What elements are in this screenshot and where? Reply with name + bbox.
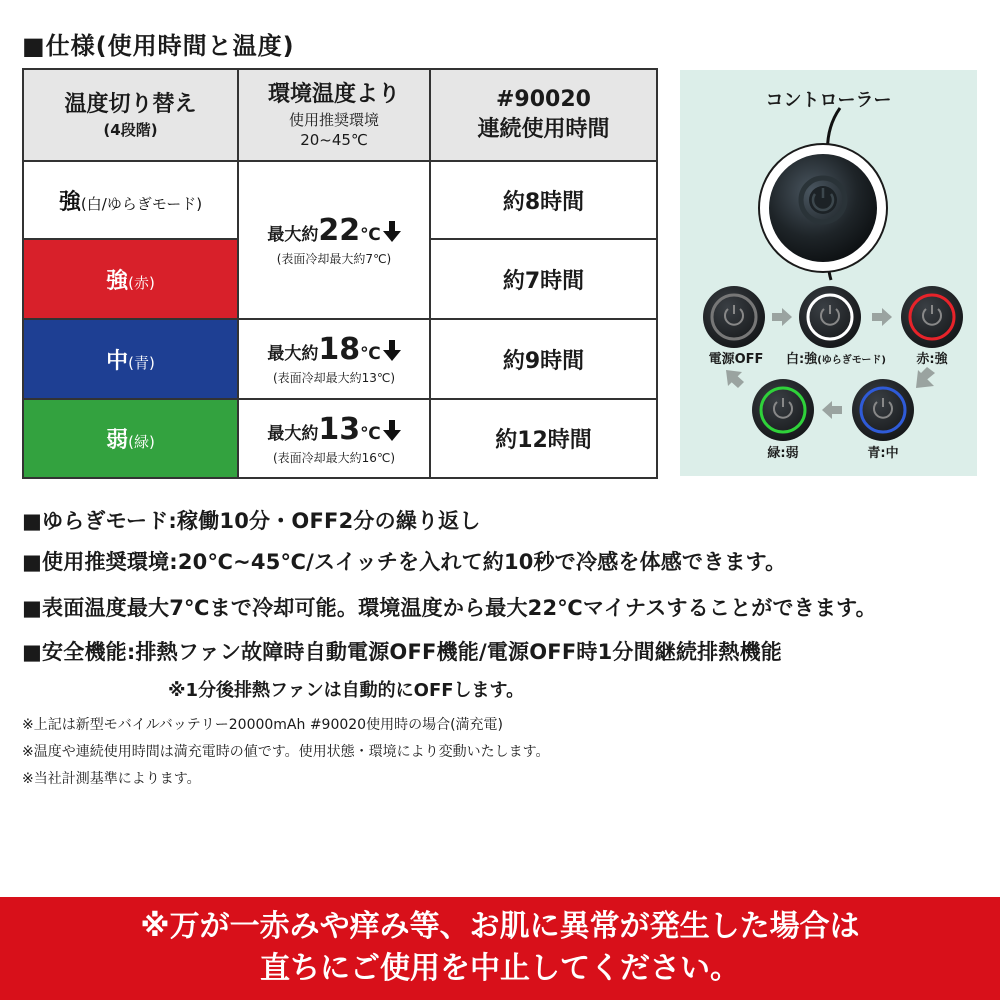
temp-note: (表面冷却最大約16℃) bbox=[272, 450, 396, 465]
label-white-mode bbox=[786, 348, 886, 367]
header-col3-main: #90020 bbox=[496, 87, 591, 112]
flow-arrow-icon bbox=[772, 308, 792, 326]
mode-cell-red bbox=[23, 239, 238, 319]
mode-sub-label: (白/ゆらぎモード) bbox=[80, 194, 203, 213]
header-col2-sub1: 使用推奨環境 bbox=[288, 111, 379, 129]
temp-cell-medium bbox=[238, 319, 430, 399]
temp-cell-strong bbox=[238, 161, 430, 319]
red-mode-button-icon bbox=[901, 286, 963, 348]
blue-mode-button-icon bbox=[852, 379, 914, 441]
label-blue-mode: 青:中 bbox=[867, 446, 899, 461]
temp-unit: ℃ bbox=[360, 344, 381, 364]
label-green-mode: 緑:弱 bbox=[767, 446, 799, 461]
mode-cell-blue bbox=[23, 319, 238, 399]
controller-diagram bbox=[680, 70, 977, 476]
warning-banner bbox=[0, 897, 1000, 1000]
label-white-main: 白:強 bbox=[786, 352, 818, 367]
controller-device-icon bbox=[759, 144, 887, 272]
white-mode-button-icon bbox=[799, 286, 861, 348]
mode-label: 中 bbox=[106, 348, 129, 374]
hours-cell: 約8時間 bbox=[430, 161, 657, 239]
label-red-mode: 赤:強 bbox=[916, 352, 948, 367]
header-continuous-time bbox=[430, 69, 657, 161]
temp-value: 13 bbox=[318, 411, 361, 447]
warning-line-2: 直ちにご使用を中止してください。 bbox=[260, 951, 740, 986]
controller-panel bbox=[680, 70, 977, 476]
fine-print-values: ※温度や連続使用時間は満充電時の値です。使用状態・環境により変動いたします。 bbox=[22, 744, 550, 760]
hours-cell: 約12時間 bbox=[430, 399, 657, 478]
mode-cell-white bbox=[23, 161, 238, 239]
table-row bbox=[23, 161, 657, 239]
header-temperature-switch bbox=[23, 69, 238, 161]
hours-cell: 約7時間 bbox=[430, 239, 657, 319]
fine-print-battery: ※上記は新型モバイルバッテリー20000mAh #90020使用時の場合(満充電) bbox=[22, 717, 504, 733]
fine-print-measurement: ※当社計測基準によります。 bbox=[22, 771, 201, 787]
mode-sub-label: (青) bbox=[128, 353, 155, 372]
power-off-button-icon bbox=[703, 286, 765, 348]
controller-title: コントローラー bbox=[765, 90, 892, 111]
temp-prefix: 最大約 bbox=[267, 423, 319, 444]
note-fan-auto-off: ※1分後排熱ファンは自動的にOFFします。 bbox=[168, 680, 525, 701]
flow-arrow-icon bbox=[916, 367, 935, 388]
mode-cell-green bbox=[23, 399, 238, 478]
temp-unit: ℃ bbox=[360, 225, 381, 245]
note-fluctuation-mode: ■ゆらぎモード:稼働10分・OFF2分の繰り返し bbox=[22, 509, 481, 533]
temp-unit: ℃ bbox=[360, 423, 381, 444]
label-white-sub: (ゆらぎモード) bbox=[817, 355, 886, 366]
note-safety-function: ■安全機能:排熱ファン故障時自動電源OFF機能/電源OFF時1分間継続排熱機能 bbox=[22, 640, 782, 664]
temp-value: 18 bbox=[318, 332, 361, 367]
down-arrow-icon bbox=[383, 420, 401, 442]
green-mode-button-icon bbox=[752, 379, 814, 441]
label-power-off: 電源OFF bbox=[708, 352, 764, 367]
table-header-row bbox=[23, 69, 657, 161]
mode-sub-label: (赤) bbox=[128, 273, 155, 292]
temp-value: 22 bbox=[318, 213, 361, 248]
header-col1-main: 温度切り替え bbox=[64, 92, 197, 117]
header-environment-temp bbox=[238, 69, 430, 161]
table-row bbox=[23, 399, 657, 478]
down-arrow-icon bbox=[383, 221, 401, 243]
note-surface-cooling: ■表面温度最大7℃まで冷却可能。環境温度から最大22℃マイナスすることができます。 bbox=[22, 596, 877, 620]
temp-note: (表面冷却最大約13℃) bbox=[272, 371, 396, 385]
section-title: ■仕様(使用時間と温度) bbox=[22, 32, 295, 60]
hours-cell: 約9時間 bbox=[430, 319, 657, 399]
spec-table bbox=[22, 68, 658, 479]
down-arrow-icon bbox=[383, 340, 401, 362]
mode-sub-label: (緑) bbox=[128, 433, 155, 451]
note-recommended-environment: ■使用推奨環境:20℃~45℃/スイッチを入れて約10秒で冷感を体感できます。 bbox=[22, 550, 787, 574]
temp-prefix: 最大約 bbox=[267, 225, 319, 245]
table-row bbox=[23, 319, 657, 399]
flow-arrow-icon bbox=[872, 308, 892, 326]
header-col3-sub: 連続使用時間 bbox=[477, 117, 610, 142]
flow-arrow-icon bbox=[822, 401, 842, 419]
flow-arrow-icon bbox=[726, 370, 744, 388]
mode-label: 強 bbox=[106, 268, 129, 294]
mode-label: 弱 bbox=[106, 428, 129, 453]
warning-line-1: ※万が一赤みや痒み等、お肌に異常が発生した場合は bbox=[140, 909, 860, 944]
header-col1-sub: (4段階) bbox=[103, 121, 158, 139]
temp-note: (表面冷却最大約7℃) bbox=[276, 252, 392, 266]
temp-prefix: 最大約 bbox=[267, 344, 319, 364]
mode-label: 強 bbox=[58, 189, 81, 215]
temp-cell-weak bbox=[238, 399, 430, 478]
header-col2-sub2: 20~45℃ bbox=[300, 131, 368, 149]
header-col2-main: 環境温度より bbox=[267, 82, 400, 107]
